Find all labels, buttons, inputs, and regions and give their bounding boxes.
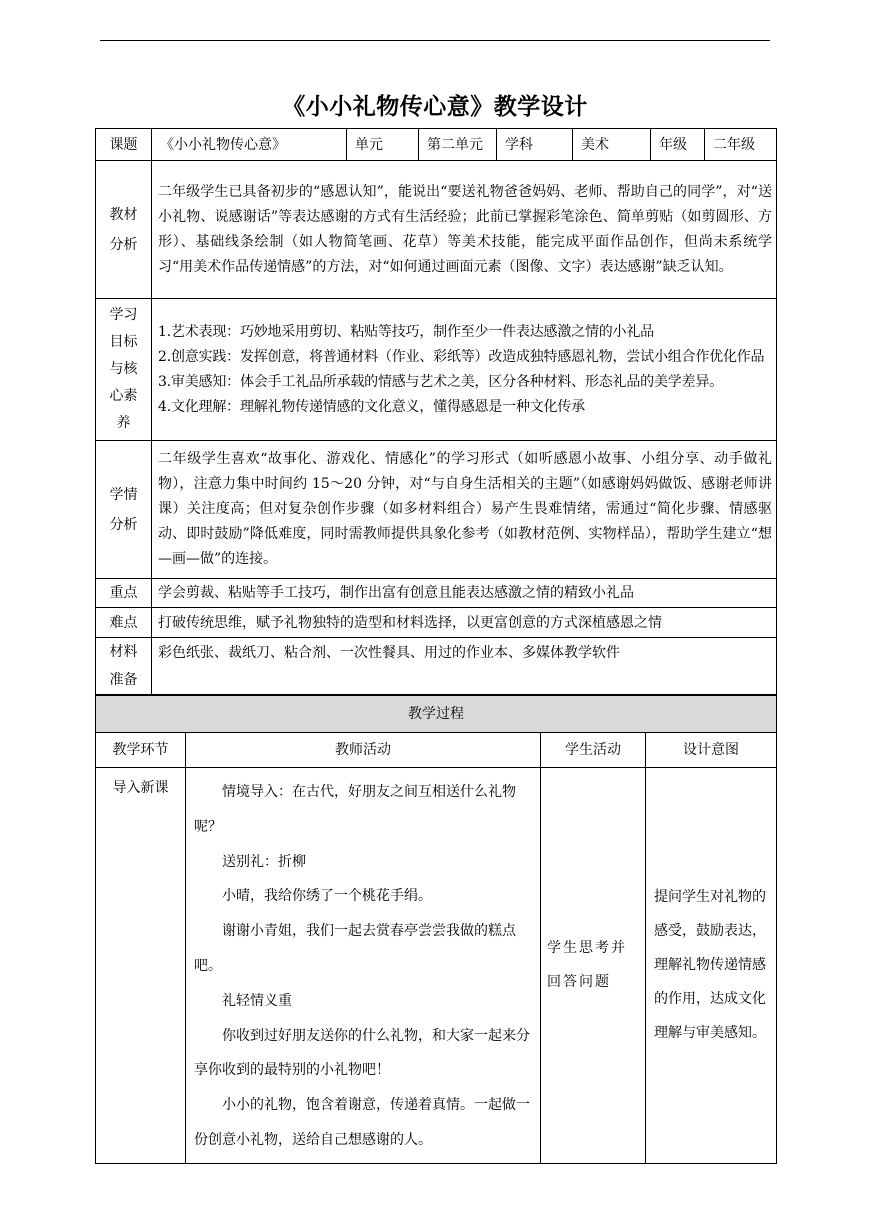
teacher-paragraph: 礼轻情义重 [222, 992, 292, 1009]
process-header: 教学过程 [96, 696, 777, 733]
process-columns-row [96, 733, 777, 768]
subject-label: 学科 [497, 129, 573, 161]
objective-item: 4.文化理解：理解礼物传递情感的文化意义，懂得感恩是一种文化传承 [158, 398, 585, 415]
grade-value: 二年级 [705, 129, 777, 161]
stage-cell: 导入新课 [96, 768, 186, 1164]
key-point-label: 重点 [96, 579, 152, 608]
teacher-activity-cell [186, 768, 541, 1164]
column-intent: 设计意图 [646, 733, 777, 768]
column-student: 学生活动 [541, 733, 646, 768]
unit-value: 第二单元 [419, 129, 497, 161]
info-row-learner-analysis [96, 441, 777, 579]
difficulty-text: 打破传统思维，赋予礼物独特的造型和材料选择，以更富创意的方式深植感恩之情 [152, 608, 777, 638]
teacher-paragraph: 谢谢小青姐，我们一起去赏春亭尝尝我做的糕点吧。 [194, 923, 516, 974]
info-row-key-point [96, 579, 777, 608]
teacher-paragraph: 送别礼：折柳 [222, 853, 306, 870]
column-teacher: 教师活动 [186, 733, 541, 768]
material-analysis-label: 教材 分析 [96, 161, 152, 299]
objective-item: 1.艺术表现：巧妙地采用剪切、粘贴等技巧，制作至少一件表达感激之情的小礼品 [158, 323, 654, 340]
design-intent-cell: 提问学生对礼物的感受，鼓励表达，理解礼物传递情感的作用，达成文化理解与审美感知。 [646, 768, 777, 1164]
teacher-paragraph: 小小的礼物，饱含着谢意，传递着真情。一起做一份创意小礼物，送给自己想感谢的人。 [194, 1097, 530, 1148]
header-rule [100, 40, 770, 41]
course-value: 《小小礼物传心意》 [152, 129, 347, 161]
materials-label: 材料 准备 [96, 638, 152, 695]
key-point-text: 学会剪裁、粘贴等手工技巧，制作出富有创意且能表达感激之情的精致小礼品 [152, 579, 777, 608]
column-stage: 教学环节 [96, 733, 186, 768]
process-header-row [96, 696, 777, 733]
material-analysis-text: 二年级学生已具备初步的“感恩认知”，能说出“要送礼物爸爸妈妈、老师、帮助自己的同学”，对“送小礼物、说感谢话”等表达感谢的方式有生活经验；此前已掌握彩笔涂色、简单剪贴（如剪圆形、方形）、基础线条绘制（如人物简笔画、花草）等美术技能，能完成平面作品创作，但尚未系统学习“用美术作品传递情感”的方法，对“如何通过画面元素（图像、文字）表达感谢”缺乏认知。 [152, 161, 777, 299]
objectives-label: 学习 目标 与核 心素 养 [96, 299, 152, 441]
student-activity-cell: 学生思考并回答问题 [541, 768, 646, 1164]
objective-item: 2.创意实践：发挥创意，将普通材料（作业、彩纸等）改造成独特感恩礼物，尝试小组合作优化作品 [158, 348, 765, 365]
teacher-paragraph: 小晴，我给你绣了一个桃花手绢。 [222, 888, 432, 905]
objectives-text [152, 299, 777, 441]
info-table [95, 128, 777, 695]
page-title: 《小小礼物传心意》教学设计 [282, 93, 588, 120]
teacher-paragraph: 你收到过好朋友送你的什么礼物，和大家一起来分享你收到的最特别的小礼物吧！ [194, 1027, 530, 1079]
course-label: 课题 [96, 129, 152, 161]
teacher-paragraph: 情境导入：在古代，好朋友之间互相送什么礼物呢？ [194, 784, 516, 835]
objective-item: 3.审美感知：体会手工礼品所承载的情感与艺术之美，区分各种材料、形态礼品的美学差异。 [158, 373, 723, 390]
materials-text: 彩色纸张、裁纸刀、粘合剂、一次性餐具、用过的作业本、多媒体教学软件 [152, 638, 777, 695]
unit-label: 单元 [347, 129, 419, 161]
info-row-basic [96, 129, 777, 161]
grade-label: 年级 [651, 129, 705, 161]
info-row-objectives [96, 299, 777, 441]
subject-value: 美术 [573, 129, 651, 161]
learner-analysis-text: 二年级学生喜欢“故事化、游戏化、情感化”的学习形式（如听感恩小故事、小组分享、动手做礼物），注意力集中时间约 15～20 分钟，对“与自身生活相关的主题”（如感谢妈妈做饭、感谢老师讲课）关注度高；但对复杂创作步骤（如多材料组合）易产生畏难情绪，需通过“简化步骤、情感驱动、即时鼓励”降低难度，同时需教师提供具象化参考（如教材范例、实物样品），帮助学生建立“想—画—做”的连接。 [152, 441, 777, 579]
info-row-material-analysis [96, 161, 777, 299]
process-table [95, 695, 777, 1164]
info-row-difficulty [96, 608, 777, 638]
info-row-materials [96, 638, 777, 695]
learner-analysis-label: 学情 分析 [96, 441, 152, 579]
process-row-intro [96, 768, 777, 1164]
difficulty-label: 难点 [96, 608, 152, 638]
